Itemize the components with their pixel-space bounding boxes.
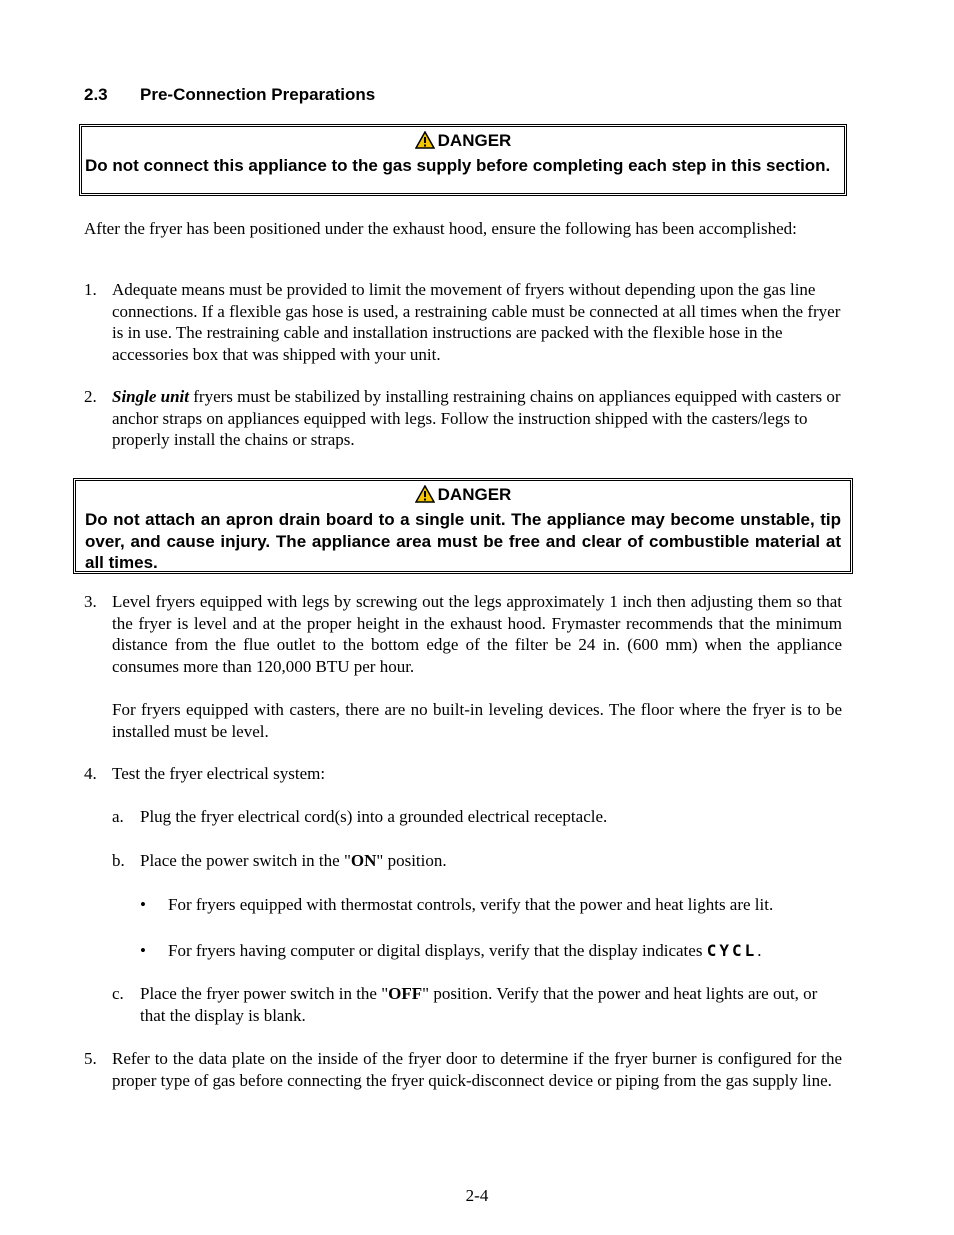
intro-paragraph: After the fryer has been positioned under the exhaust hood, ensure the following has been accomplished: [84,219,797,238]
danger-body-2: Do not attach an apron drain board to a single unit. The appliance may become unstable, tip over, and cause injury. The appliance area must be free and clear of combustible material at all times. [85,510,841,572]
sub-text-b [140,850,447,872]
sub-text-c-after: " position. Verify that the power and heat lights are out, or that the display is blank. [140,984,818,1025]
section-number: 2.3 [84,85,108,104]
sub-marker-a: a. [112,807,124,826]
bullet-text-2 [168,940,761,962]
list-text-2 [112,386,842,451]
list-text-4: Test the fryer electrical system: [112,764,326,783]
bullet-text-2-body: For fryers having computer or digital displays, verify that the display indicates [168,941,703,960]
bullet-text-1: For fryers equipped with thermostat controls, verify that the power and heat lights are lit. [168,895,774,914]
section-heading [84,85,375,105]
danger-label-1: DANGER [437,131,512,150]
on-label: ON [350,851,377,870]
list-marker-3: 3. [84,592,97,611]
sub-text-c-before: Place the fryer power switch in the " [140,984,389,1003]
single-unit-emphasis: Single unit [112,387,190,406]
danger-title-1 [85,130,841,155]
list-text-3: Level fryers equipped with legs by screwing out the legs approximately 1 inch then adjusting them so that the fryer is level and at the proper height in the exhaust hood. Frymaster recommends that the minimum distance from the flue outlet to the bottom edge of the filter be 24 in. (600 mm) when the appliance consumes more than 120,000 BTU per hour. [112,592,842,676]
list-item-3-note: For fryers equipped with casters, there are no built-in leveling devices. The floor where the fryer is to be installed must be level. [112,700,842,741]
list-marker-4: 4. [84,764,97,783]
list-marker-2: 2. [84,387,97,406]
sub-marker-c: c. [112,984,124,1003]
off-label: OFF [388,984,423,1003]
bullet-icon: • [140,895,146,914]
display-code: CYCL [706,941,758,960]
list-text-5: Refer to the data plate on the inside of the fryer door to determine if the fryer burner is configured for the proper type of gas before connecting the fryer quick-disconnect device or piping from the gas supply line. [112,1049,842,1090]
warning-triangle-icon [415,131,435,155]
page-number: 2-4 [465,1186,489,1205]
bullet-icon: • [140,941,146,960]
section-title: Pre-Connection Preparations [140,85,376,104]
danger-notice-1 [79,124,847,196]
list-marker-5: 5. [84,1049,97,1068]
sub-marker-b: b. [112,851,125,870]
sub-text-c [140,983,842,1026]
list-text-1: Adequate means must be provided to limit the movement of fryers without depending upon the gas line connections. If a flexible gas hose is used, a restraining cable must be connected at all times when the fryer is in use. The restraining cable and installation instructions are packed with the flexible hose in the accessories box that was shipped with your unit. [112,280,841,364]
sub-text-b-before: Place the power switch in the " [140,851,351,870]
sub-text-a: Plug the fryer electrical cord(s) into a grounded electrical receptacle. [140,807,608,826]
warning-triangle-icon [415,485,435,509]
list-text-2-body: fryers must be stabilized by installing restraining chains on appliances equipped with casters or anchor straps on appliances equipped with legs. Follow the instruction shipped with the casters/legs to properly install the chains or straps. [112,387,841,450]
danger-title-2 [85,484,841,509]
list-marker-1: 1. [84,280,97,299]
sub-text-b-after: " position. [376,851,447,870]
danger-notice-2 [73,478,853,574]
danger-body-1: Do not connect this appliance to the gas supply before completing each step in this section. [85,156,831,175]
danger-label-2: DANGER [437,485,512,504]
bullet-text-2-end: . [757,941,762,960]
